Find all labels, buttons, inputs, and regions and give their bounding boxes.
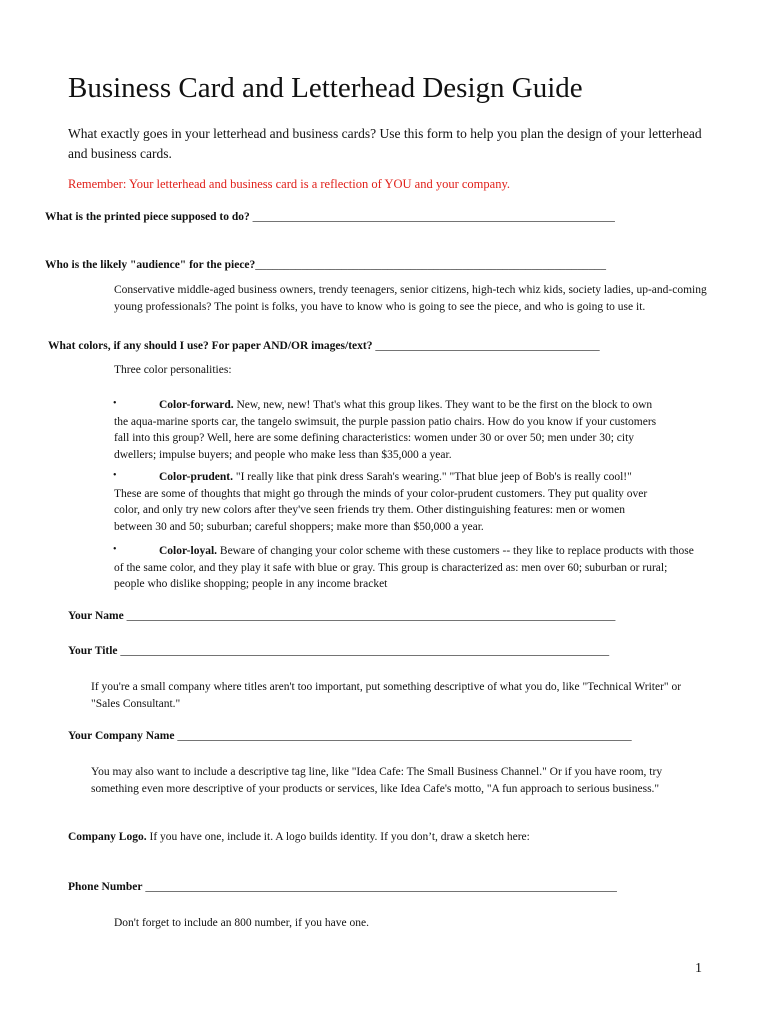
bullet-icon: • [113,470,117,481]
field-phone-number[interactable] [68,881,617,893]
personality-text: New, new, new! That's what this group likes. They want to be the first on the block to own the aqua-marine sports car, the tangelo swimsuit, the purple passion patio chairs. How do you know if your customers fall into this group? Well, here are some defining characteristics: women under 30 or over 50; men under 30; city dwellers; impulse buyers; and people who make less than $35,000 a year. [114,399,657,461]
field-your-title[interactable] [68,645,609,657]
document-title: Business Card and Letterhead Design Guide [68,72,583,104]
question-purpose [45,211,615,223]
page-number: 1 [695,961,702,976]
field-company-name-label: Your Company Name [68,730,175,742]
field-company-name-line[interactable]: _______________________________________________________________________________ [174,730,632,742]
personality-color-forward [114,397,660,463]
personality-color-prudent [114,469,660,535]
audience-answer: Conservative middle-aged business owners, trendy teenagers, senior citizens, high-tech whiz kids, society ladies, up-and-coming young professionals? The point is folks, you have to know who is going to see the piece, and who is going to use it. [114,284,707,313]
question-purpose-line: _______________________________________________________________ [249,211,615,223]
field-your-title-label: Your Title [68,645,118,657]
field-company-name[interactable] [68,730,632,742]
phone-note: Don't forget to include an 800 number, if you have one. [114,917,369,929]
question-audience-line: _____________________________________________________________ [255,259,607,271]
color-personalities-intro: Three color personalities: [114,364,232,376]
personality-text: Beware of changing your color scheme with these customers -- they like to replace products with those of the same color, and they play it safe with blue or gray. This group is characterized as: men over 60; suburban or rural; people who dislike shopping; people in any income bracket [114,545,694,590]
company-note: You may also want to include a descriptive tag line, like "Idea Cafe: The Small Business Channel." Or if you have room, try something even more descriptive of your products or services, like Idea Cafe's motto, "A fun approach to serious business." [91,766,663,795]
field-company-logo-text: If you have one, include it. A logo builds identity. If you don’t, draw a sketch here: [146,831,530,843]
personality-color-loyal [114,543,694,593]
question-purpose-label: What is the printed piece supposed to do? [45,211,250,223]
question-colors [48,340,600,352]
personality-text: "I really like that pink dress Sarah's wearing." "That blue jeep of Bob's is really cool!" These are some of thoughts that might go through the minds of your color-prudent customers. They put quality over color, and only try new colors after they've seen friends try them. Other distinguishing features: men or women between 30 and 50; suburban; careful shoppers; make more than $50,000 a year. [114,471,648,533]
field-your-name-label: Your Name [68,610,124,622]
field-your-name[interactable] [68,610,615,622]
question-colors-label: What colors, if any should I use? For paper AND/OR images/text? [48,340,373,352]
title-note: If you're a small company where titles aren't too important, put something descriptive of what you do, like "Technical Writer" or "Sales Consultant." [91,681,682,710]
field-company-logo-label: Company Logo. [68,831,147,843]
field-phone-number-label: Phone Number [68,881,143,893]
field-phone-number-line[interactable]: __________________________________________________________________________________ [142,881,617,893]
question-colors-line: _______________________________________ [372,340,600,352]
field-company-logo [68,831,530,843]
field-your-title-line[interactable]: _____________________________________________________________________________________ [117,645,610,657]
remember-note: Remember: Your letterhead and business card is a reflection of YOU and your company. [68,177,511,191]
personality-name: Color-forward. [159,399,234,411]
question-audience-label: Who is the likely "audience" for the piece? [45,259,256,271]
question-audience [45,259,606,271]
intro-paragraph: What exactly goes in your letterhead and business cards? Use this form to help you plan the design of your letterhead and business cards. [68,126,702,161]
bullet-icon: • [113,544,117,555]
personality-name: Color-loyal. [159,545,218,557]
bullet-icon: • [113,398,117,409]
personality-name: Color-prudent. [159,471,234,483]
field-your-name-line[interactable]: _____________________________________________________________________________________ [123,610,616,622]
